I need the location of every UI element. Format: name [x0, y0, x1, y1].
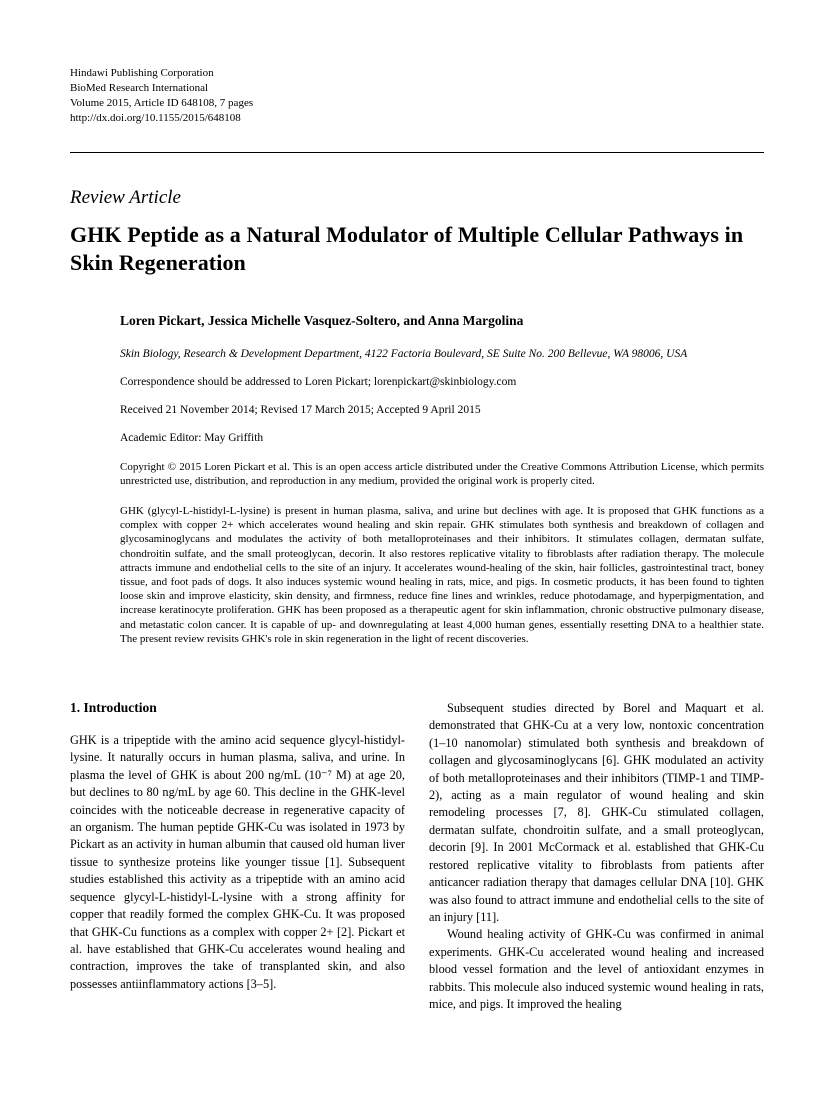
academic-editor-line: Academic Editor: May Griffith	[120, 432, 264, 444]
journal-header	[70, 66, 764, 126]
header-divider	[70, 152, 764, 153]
authors-line: Loren Pickart, Jessica Michelle Vasquez-Soltero, and Anna Margolina	[120, 313, 524, 328]
body-paragraph-wound-healing: Wound healing activity of GHK-Cu was confirmed in animal experiments. GHK-Cu accelerated wound healing and increased blood vessel formation and the level of antioxidant enzymes in rabbits. This molecule also induced systemic wound healing in rats, mice, and pigs. It improved the healing	[429, 927, 764, 1011]
section-heading-introduction: 1. Introduction	[70, 700, 157, 716]
paper-page	[70, 0, 764, 1013]
received-revised-accepted-line: Received 21 November 2014; Revised 17 March 2015; Accepted 9 April 2015	[120, 404, 481, 416]
left-column	[70, 700, 405, 1013]
article-body	[70, 700, 764, 1013]
right-column	[429, 700, 764, 1013]
publisher-name: Hindawi Publishing Corporation	[70, 67, 214, 79]
copyright-notice: Copyright © 2015 Loren Pickart et al. This is an open access article distributed under the Creative Commons Attribution License, which permits unrestricted use, distribution, and reproduction in any medium, provided the original work is properly cited.	[120, 461, 764, 487]
doi-link: http://dx.doi.org/10.1155/2015/648108	[70, 112, 241, 124]
abstract-text: GHK (glycyl-L-histidyl-L-lysine) is present in human plasma, saliva, and urine but declines with age. It is proposed that GHK functions as a complex with copper 2+ which accelerates wound healing and skin repair. GHK stimulates both synthesis and breakdown of collagen and glycosaminoglycans and modulates the activity of both metalloproteinases and their inhibitors. It stimulates collagen, dermatan sulfate, chondroitin sulfate, and the small proteoglycan, decorin. It also restores replicative vitality to fibroblasts after radiation therapy. The molecule attracts immune and endothelial cells to the site of an injury. It accelerates wound-healing of the skin, hair follicles, gastrointestinal tract, boney tissue, and foot pads of dogs. It also induces systemic wound healing in rats, mice, and pigs. In cosmetic products, it has been found to tighten loose skin and improve elasticity, skin density, and firmness, reduce fine lines and wrinkles, reduce photodamage, and hyperpigmentation, and increase keratinocyte proliferation. GHK has been proposed as a therapeutic agent for skin inflammation, chronic obstructive pulmonary disease, and metastatic colon cancer. It is capable of up- and downregulating at least 4,000 human genes, essentially resetting DNA to a healthier state. The present review revisits GHK's role in skin regeneration in the light of recent discoveries.	[120, 505, 764, 645]
affiliation-line: Skin Biology, Research & Development Department, 4122 Factoria Boulevard, SE Suite No. 200 Bellevue, WA 98006, USA	[120, 348, 688, 360]
article-meta	[120, 313, 764, 646]
correspondence-line: Correspondence should be addressed to Loren Pickart; lorenpickart@skinbiology.com	[120, 376, 517, 388]
volume-info: Volume 2015, Article ID 648108, 7 pages	[70, 97, 254, 109]
body-paragraph-subsequent-studies: Subsequent studies directed by Borel and Maquart et al. demonstrated that GHK-Cu at a very low, nontoxic concentration (1–10 nanomolar) stimulated both synthesis and breakdown of collagen and glycosaminoglycans [6]. GHK modulated an activity of both metalloproteinases and their inhibitors (TIMP-1 and TIMP-2), acting as a main regulator of wound healing and skin remodeling processes [7, 8]. GHK-Cu stimulated collagen, dermatan sulfate, chondroitin sulfate, and a small proteoglycan, decorin [9]. In 2001 McCormack et al. established that GHK-Cu restored replicative vitality to fibroblasts from patients after anticancer radiation therapy that damages cellular DNA [10]. GHK was also found to attract immune and endothelial cells to the site of an injury [11].	[429, 701, 764, 924]
journal-name: BioMed Research International	[70, 82, 209, 94]
article-type-label: Review Article	[70, 187, 181, 208]
introduction-paragraph: GHK is a tripeptide with the amino acid sequence glycyl-histidyl-lysine. It naturally occurs in human plasma, saliva, and urine. In plasma the level of GHK is about 200 ng/mL (10⁻⁷ M) at age 20, but declines to 80 ng/mL by age 60. This decline in the GHK-level coincides with the noticeable decrease in regenerative capacity of an organism. The human peptide GHK-Cu was isolated in 1973 by Pickart as an activity in human albumin that caused old human liver tissue to synthesize proteins like younger tissue [1]. Subsequent studies established this activity as a tripeptide with an amino acid sequence glycyl-L-histidyl-L-lysine with a strong affinity for copper that readily formed the complex GHK-Cu. It was proposed that GHK-Cu functions as a complex with copper 2+ [2]. Pickart et al. have established that GHK-Cu accelerates wound healing and contraction, improves the take of transplanted skin, and also possesses antiinflammatory actions [3–5].	[70, 733, 405, 991]
paper-title: GHK Peptide as a Natural Modulator of Multiple Cellular Pathways in Skin Regeneration	[70, 222, 744, 275]
